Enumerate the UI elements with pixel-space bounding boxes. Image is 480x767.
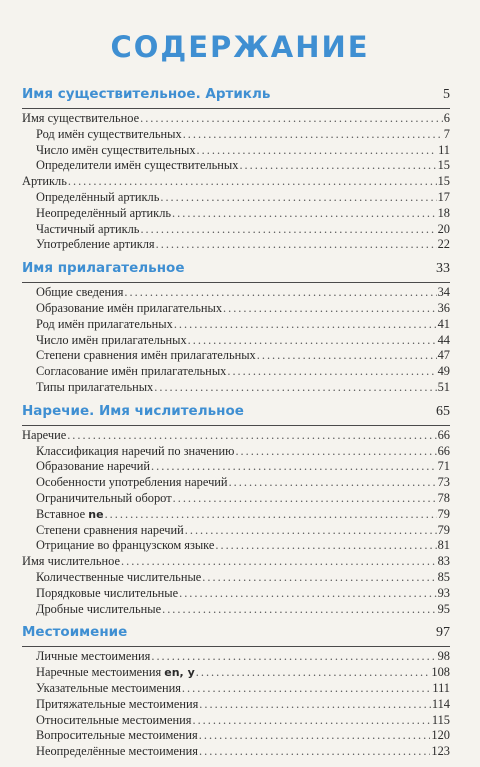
section-heading[interactable] — [22, 260, 450, 283]
dot-leader — [227, 364, 436, 380]
entry-label — [36, 570, 201, 586]
toc-entry[interactable] — [22, 237, 450, 253]
toc-entry[interactable] — [22, 523, 450, 539]
entry-label-text: Степени сравнения имён прилагательных — [36, 348, 256, 363]
section-page-number: 5 — [443, 87, 450, 102]
dot-leader — [197, 143, 438, 159]
entry-page-number: 120 — [431, 728, 450, 743]
toc-entry[interactable] — [22, 570, 450, 586]
dot-leader — [199, 744, 430, 760]
entry-label-text: Артикль — [22, 174, 67, 189]
entry-label-text: Образование наречий — [36, 459, 151, 474]
table-of-contents — [22, 86, 450, 767]
toc-entry[interactable] — [22, 206, 450, 222]
section-heading[interactable] — [22, 624, 450, 647]
dot-leader — [199, 728, 431, 744]
entry-label-text: Порядковые числительные — [36, 585, 179, 600]
dot-leader — [160, 190, 436, 206]
toc-section — [22, 624, 450, 760]
entry-label — [36, 475, 228, 491]
entry-label-text: Количественные числительные — [36, 569, 202, 584]
entry-label — [36, 190, 159, 206]
entry-page-number: 17 — [437, 189, 450, 204]
toc-section — [22, 403, 450, 618]
entry-label-text: Частичный артикль — [36, 221, 140, 236]
entry-label-text: Классификация наречий по значению — [36, 443, 235, 458]
entry-label — [36, 127, 182, 143]
entry-page-number: 93 — [437, 585, 450, 600]
entry-label — [36, 491, 172, 507]
entry-label-text: Особенности употребления наречий — [36, 475, 228, 490]
section-page-number: 97 — [436, 625, 450, 641]
dot-leader — [188, 333, 437, 349]
entry-page-number: 79 — [437, 522, 450, 537]
entry-label-text: Число имён существительных — [36, 142, 196, 157]
toc-entry[interactable] — [22, 665, 450, 681]
entry-label-text: Вопросительные местоимения — [36, 728, 198, 743]
entry-label — [36, 158, 238, 174]
dot-leader — [257, 348, 437, 364]
entry-page-number: 22 — [437, 237, 450, 252]
toc-entry[interactable] — [22, 475, 450, 491]
entry-page-number: 41 — [437, 316, 450, 331]
entry-label-text: Притяжательные местоимения — [36, 696, 199, 711]
entry-label — [36, 380, 153, 396]
entry-label — [36, 681, 181, 697]
dot-leader — [156, 237, 437, 253]
entry-page-number: 6 — [443, 111, 450, 125]
section-title: Имя существительное. Артикль — [22, 86, 271, 102]
toc-entry[interactable] — [22, 491, 450, 507]
toc-section — [22, 260, 450, 396]
entry-page-number: 49 — [437, 364, 450, 379]
entry-page-number: 20 — [437, 221, 450, 236]
entry-label-text: Имя числительное — [22, 554, 120, 569]
entry-label-text: Согласование имён прилагательных — [36, 364, 227, 379]
dot-leader — [239, 158, 436, 174]
toc-entry[interactable] — [22, 317, 450, 333]
entry-label-text: Имя существительное — [22, 111, 140, 125]
entry-label — [36, 697, 198, 713]
toc-entry[interactable] — [22, 459, 450, 475]
toc-entry[interactable] — [22, 602, 450, 618]
dot-leader — [140, 111, 443, 127]
section-heading[interactable] — [22, 86, 450, 109]
entry-label-text: Образование имён прилагательных — [36, 300, 223, 315]
dot-leader — [229, 475, 437, 491]
entry-page-number: 115 — [431, 712, 450, 727]
toc-entry[interactable] — [22, 380, 450, 396]
entry-label — [36, 143, 196, 159]
toc-entry[interactable] — [22, 143, 450, 159]
toc-entry[interactable] — [22, 348, 450, 364]
dot-leader — [174, 317, 437, 333]
entry-label — [36, 444, 234, 460]
entry-page-number: 111 — [432, 680, 450, 695]
toc-entry[interactable] — [22, 681, 450, 697]
entry-page-number: 15 — [437, 158, 450, 173]
entry-label-text: Ограничительный оборот — [36, 490, 172, 505]
toc-entry[interactable] — [22, 301, 450, 317]
entry-page-number: 81 — [437, 538, 450, 553]
entry-label-term: en, y — [164, 666, 195, 680]
toc-entry[interactable] — [22, 554, 450, 570]
entry-page-number: 83 — [437, 554, 450, 569]
entry-label-term: ne — [88, 507, 104, 521]
page-title: СОДЕРЖАНИЕ — [110, 30, 370, 64]
toc-entry[interactable] — [22, 728, 450, 744]
entry-page-number: 18 — [437, 205, 450, 220]
entry-page-number: 85 — [437, 569, 450, 584]
entry-label — [36, 586, 178, 602]
entry-label — [36, 222, 139, 238]
entry-page-number: 7 — [443, 126, 450, 141]
dot-leader — [179, 586, 437, 602]
dot-leader — [223, 301, 437, 317]
section-page-number: 33 — [436, 261, 450, 277]
toc-entry[interactable] — [22, 744, 450, 760]
entry-page-number: 11 — [438, 142, 450, 157]
toc-entry[interactable] — [22, 713, 450, 729]
entry-label-text: Относительные местоимения — [36, 712, 192, 727]
dot-leader — [105, 507, 437, 523]
toc-entry[interactable] — [22, 190, 450, 206]
entry-label — [22, 174, 67, 190]
entry-page-number: 98 — [437, 649, 450, 664]
entry-label — [36, 285, 123, 301]
dot-leader — [173, 491, 437, 507]
entry-label — [36, 237, 155, 253]
entry-page-number: 71 — [437, 459, 450, 474]
entry-label-text: Дробные числительные — [36, 601, 162, 616]
toc-entry[interactable] — [22, 507, 450, 523]
dot-leader — [151, 459, 437, 475]
toc-entry[interactable] — [22, 158, 450, 174]
dot-leader — [202, 570, 436, 586]
entry-label — [36, 364, 226, 380]
entry-label-text: Определённый артикль — [36, 189, 160, 204]
entry-page-number: 36 — [437, 300, 450, 315]
entry-label-text: Неопределённый артикль — [36, 205, 172, 220]
entry-page-number: 66 — [437, 443, 450, 458]
entry-page-number: 108 — [431, 665, 450, 680]
entry-label-text: Общие сведения — [36, 285, 124, 300]
entry-label-text: Типы прилагательных — [36, 379, 154, 394]
entry-label-text: Употребление артикля — [36, 237, 155, 252]
dot-leader — [199, 697, 431, 713]
entry-label — [36, 348, 256, 364]
entry-label-text: Определители имён существительных — [36, 158, 239, 173]
entry-label — [36, 523, 184, 539]
dot-leader — [68, 174, 437, 190]
entry-page-number: 78 — [437, 490, 450, 505]
entry-label — [22, 554, 120, 570]
section-title: Имя прилагательное — [22, 260, 185, 277]
toc-entry[interactable] — [22, 222, 450, 238]
entry-page-number: 114 — [431, 696, 450, 711]
entry-label — [36, 301, 222, 317]
toc-entry[interactable] — [22, 538, 450, 554]
entry-label — [36, 538, 214, 554]
entry-label-text: Наречие — [22, 427, 67, 442]
toc-entry[interactable] — [22, 285, 450, 301]
section-title: Наречие. Имя числительное — [22, 402, 244, 419]
dot-leader — [162, 602, 437, 618]
entry-page-number: 66 — [437, 427, 450, 442]
entry-label — [36, 649, 150, 665]
dot-leader — [124, 285, 436, 301]
entry-label — [36, 713, 191, 729]
entry-label-text: Род имён прилагательных — [36, 316, 173, 331]
dot-leader — [215, 538, 436, 554]
toc-entry[interactable] — [22, 111, 450, 127]
entry-page-number: 95 — [437, 601, 450, 616]
toc-entry[interactable] — [22, 649, 450, 665]
entry-label — [36, 507, 104, 523]
entry-label-text: Личные местоимения — [36, 649, 151, 664]
dot-leader — [182, 681, 431, 697]
entry-page-number: 73 — [437, 475, 450, 490]
entry-page-number: 44 — [437, 332, 450, 347]
entry-label — [36, 333, 187, 349]
toc-entry[interactable] — [22, 586, 450, 602]
dot-leader — [196, 665, 431, 681]
entry-label-text: Число имён прилагательных — [36, 332, 187, 347]
dot-leader — [121, 554, 437, 570]
toc-entry[interactable] — [22, 364, 450, 380]
entry-label-text: Род имён существительных — [36, 126, 182, 141]
entry-label — [36, 602, 161, 618]
entry-page-number: 15 — [437, 174, 450, 189]
entry-label — [22, 428, 66, 444]
toc-entry[interactable] — [22, 428, 450, 444]
dot-leader — [192, 713, 430, 729]
dot-leader — [235, 444, 436, 460]
entry-page-number: 47 — [437, 348, 450, 363]
dot-leader — [140, 222, 436, 238]
dot-leader — [185, 523, 437, 539]
entry-label-text: Наречные местоимения — [36, 665, 162, 680]
entry-page-number: 79 — [437, 506, 450, 521]
entry-page-number: 34 — [437, 285, 450, 300]
entry-label-text: Указательные местоимения — [36, 680, 181, 695]
toc-section — [22, 86, 450, 253]
toc-entry[interactable] — [22, 127, 450, 143]
toc-entry[interactable] — [22, 333, 450, 349]
dot-leader — [67, 428, 436, 444]
section-title: Местоимение — [22, 624, 128, 641]
entry-label-text: Отрицание во французском языке — [36, 538, 215, 553]
toc-entry[interactable] — [22, 444, 450, 460]
dot-leader — [151, 649, 436, 665]
section-page-number: 65 — [436, 403, 450, 419]
entry-label — [36, 459, 150, 475]
entry-label-text: Вставное — [36, 506, 86, 521]
entry-label — [36, 317, 173, 333]
dot-leader — [183, 127, 443, 143]
toc-entry[interactable] — [22, 697, 450, 713]
dot-leader — [172, 206, 437, 222]
entry-label — [36, 728, 198, 744]
entry-label — [36, 744, 198, 760]
entry-page-number: 51 — [437, 379, 450, 394]
section-heading[interactable] — [22, 403, 450, 426]
entry-label — [36, 665, 195, 681]
dot-leader — [154, 380, 436, 396]
entry-label-text: Неопределённые местоимения — [36, 744, 199, 759]
toc-entry[interactable] — [22, 174, 450, 190]
entry-label — [22, 111, 139, 127]
entry-page-number: 123 — [431, 744, 450, 759]
entry-label — [36, 206, 171, 222]
entry-label-text: Степени сравнения наречий — [36, 522, 184, 537]
